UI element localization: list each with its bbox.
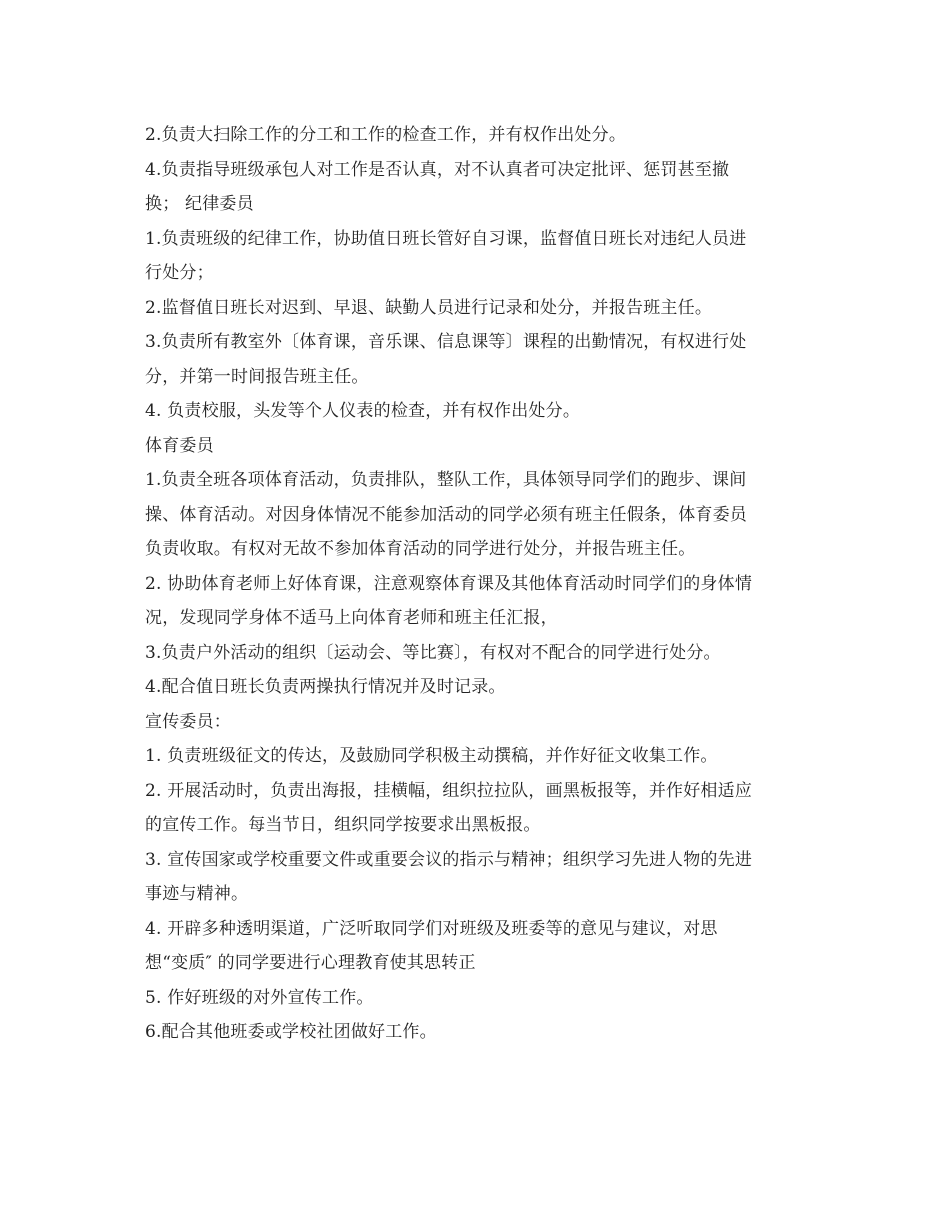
text-line: 4.配合值日班长负责两操执行情况并及时记录。: [145, 677, 506, 697]
text-line: 3.负责所有教室外〔体育课，音乐课、信息课等〕课程的出勤情况，有权进行处: [145, 332, 747, 352]
section-heading: 宣传委员：: [145, 711, 231, 732]
text-line: 负责收取。有权对无故不参加体育活动的同学进行处分，并报告班主任。: [145, 539, 696, 559]
text-line: 况，发现同学身体不适马上向体育老师和班主任汇报，: [145, 608, 558, 628]
text-line: 事迹与精神。: [145, 884, 249, 904]
text-line: 3. 宣传国家或学校重要文件或重要会议的指示与精神；组织学习先进人物的先进: [145, 849, 753, 870]
text-line: 2.监督值日班长对迟到、早退、缺勤人员进行记录和处分，并报告班主任。: [145, 297, 713, 318]
section-heading: 体育委员: [145, 435, 214, 456]
text-line: 想“变质″ 的同学要进行心理教育使其思转正: [145, 953, 476, 973]
text-line: 的宣传工作。每当节日，组织同学按要求出黑板报。: [145, 815, 541, 835]
text-line: 1. 负责班级征文的传达，及鼓励同学积极主动撰稿，并作好征文收集工作。: [145, 746, 718, 766]
text-line: 1.负责全班各项体育活动，负责排队，整队工作，具体领导同学们的跑步、课间: [145, 470, 747, 490]
text-line: 1.负责班级的纪律工作，协助值日班长管好自习课，监督值日班长对违纪人员进: [145, 228, 747, 249]
text-line: 4.负责指导班级承包人对工作是否认真，对不认真者可决定批评、惩罚甚至撤: [145, 159, 730, 180]
text-line: 4. 负责校服，头发等个人仪表的检查，并有权作出处分。: [145, 401, 581, 421]
text-line: 5. 作好班级的对外宣传工作。: [145, 987, 374, 1008]
text-line: 2.负责大扫除工作的分工和工作的检查工作，并有权作出处分。: [145, 125, 627, 145]
text-line: 换； 纪律委员: [145, 194, 254, 214]
document-body: [145, 118, 825, 1050]
text-line: 操、体育活动。对因身体情况不能参加活动的同学必须有班主任假条，体育委员: [145, 504, 747, 525]
text-line: 3.负责户外活动的组织〔运动会、等比赛〕，有权对不配合的同学进行处分。: [145, 642, 721, 663]
text-line: 行处分；: [145, 263, 214, 283]
text-line: 2. 开展活动时，负责出海报，挂横幅，组织拉拉队，画黑板报等，并作好相适应: [145, 780, 753, 801]
text-line: 分，并第一时间报告班主任。: [145, 366, 369, 387]
text-line: 2. 协助体育老师上好体育课，注意观察体育课及其他体育活动时同学们的身体情: [145, 573, 753, 594]
text-line: 6.配合其他班委或学校社团做好工作。: [145, 1022, 437, 1042]
text-line: 4. 开辟多种透明渠道，广泛听取同学们对班级及班委等的意见与建议，对思: [145, 918, 718, 939]
